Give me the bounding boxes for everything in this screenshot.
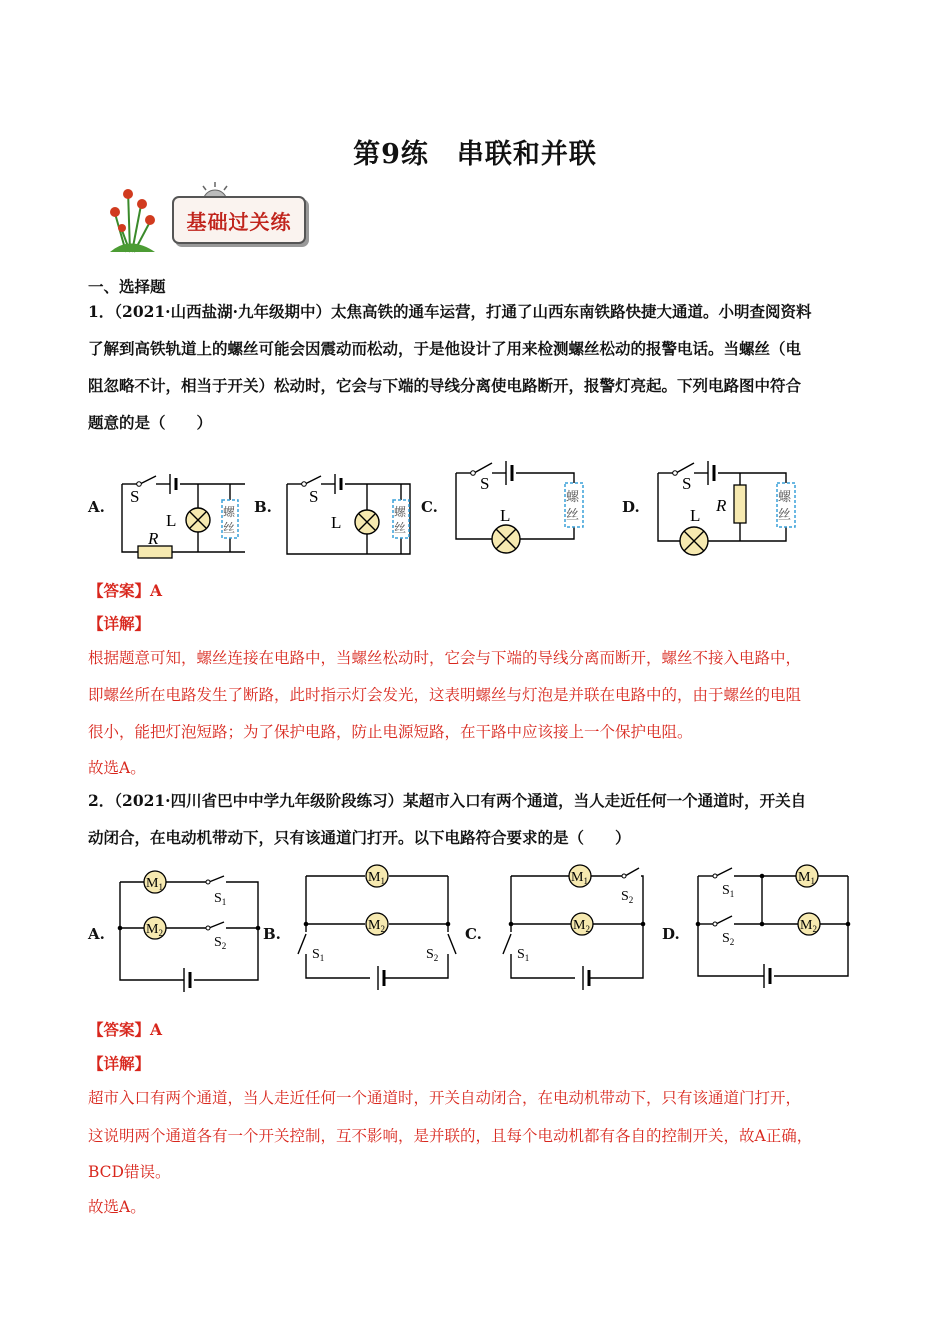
q2-explain-line: 这说明两个通道各有一个开关控制，互不影响，是并联的，且每个电动机都有各自的控制开关，故A正确， bbox=[88, 1127, 813, 1145]
switch-1-label: $S_1$ bbox=[214, 891, 227, 907]
lamp-label: L bbox=[166, 511, 177, 530]
lamp-label: L bbox=[690, 506, 701, 525]
screw-label: 丝 bbox=[394, 521, 407, 535]
switch-2-label: $S_2$ bbox=[722, 931, 735, 947]
q1-option-b[interactable]: B. bbox=[254, 498, 272, 516]
page-title: 第9练 串联和并联 bbox=[353, 139, 597, 170]
q1-circuit-b bbox=[275, 462, 420, 562]
q2-circuit-a bbox=[110, 862, 265, 997]
q2-option-d[interactable]: D. bbox=[662, 925, 680, 943]
motor-1-label: $M_1$ bbox=[798, 870, 815, 886]
q1-option-a[interactable]: A. bbox=[88, 498, 105, 516]
motor-2-label: $M_2$ bbox=[573, 918, 590, 934]
q2-answer: 【答案】A bbox=[88, 1020, 163, 1039]
switch-2-label: $S_2$ bbox=[426, 947, 439, 963]
switch-label: S bbox=[130, 487, 140, 506]
motor-2-label: $M_2$ bbox=[800, 918, 817, 934]
motor-1-label: $M_1$ bbox=[146, 876, 163, 892]
q2-text-line: 2．（2021·四川省巴中中学九年级阶段练习）某超市入口有两个通道，当人走近任何一个通道时，开关自 bbox=[88, 791, 807, 810]
motor-1-label: $M_1$ bbox=[571, 870, 588, 886]
switch-1-label: $S_1$ bbox=[312, 947, 325, 963]
motor-2-label: $M_2$ bbox=[368, 918, 385, 934]
switch-1-label: $S_1$ bbox=[517, 947, 530, 963]
switch-label: S bbox=[682, 474, 692, 493]
q1-text-line: 了解到高铁轨道上的螺丝可能会因震动而松动，于是他设计了用来检测螺丝松动的报警电话。当螺丝（电 bbox=[88, 339, 802, 358]
switch-2-label: $S_2$ bbox=[621, 889, 634, 905]
q1-option-d[interactable]: D. bbox=[622, 498, 640, 516]
banner-label-box bbox=[172, 196, 306, 244]
q2-circuit-b bbox=[290, 858, 465, 998]
section-banner bbox=[100, 180, 315, 255]
q2-explain-line: 故选A。 bbox=[88, 1198, 146, 1216]
q1-circuit-a bbox=[110, 462, 255, 562]
resistor-label: R bbox=[716, 496, 727, 515]
q1-explain-line: 根据题意可知，螺丝连接在电路中，当螺丝松动时，它会与下端的导线分离而断开，螺丝不接入电路中， bbox=[88, 649, 802, 667]
screw-label: 丝 bbox=[778, 507, 792, 522]
lamp-label: L bbox=[500, 506, 511, 525]
q2-detail-label: 【详解】 bbox=[88, 1054, 151, 1073]
switch-2-label: $S_2$ bbox=[214, 935, 227, 951]
screw-label: 螺 bbox=[223, 505, 236, 519]
flower-icon bbox=[100, 180, 180, 255]
q2-option-c[interactable]: C. bbox=[465, 925, 482, 943]
switch-1-label: $S_1$ bbox=[722, 883, 735, 899]
q1-explain-line: 即螺丝所在电路发生了断路，此时指示灯会发光，这表明螺丝与灯泡是并联在电路中的，由于螺丝的电阻 bbox=[88, 686, 802, 704]
q2-circuit-c bbox=[495, 858, 660, 998]
screw-label: 丝 bbox=[223, 521, 236, 535]
q2-option-a[interactable]: A. bbox=[88, 925, 105, 943]
lamp-label: L bbox=[331, 513, 342, 532]
q1-explain-line: 很小，能把灯泡短路；为了保护电路，防止电源短路，在干路中应该接上一个保护电阻。 bbox=[88, 723, 693, 741]
screw-label: 螺 bbox=[566, 489, 580, 504]
switch-label: S bbox=[309, 487, 319, 506]
q1-explain-line: 故选A。 bbox=[88, 759, 146, 777]
banner-label: 基础过关练 bbox=[186, 209, 292, 234]
screw-label: 螺 bbox=[778, 489, 792, 504]
q2-circuit-d bbox=[690, 858, 855, 998]
motor-1-label: $M_1$ bbox=[368, 870, 385, 886]
q2-option-b[interactable]: B. bbox=[263, 925, 281, 943]
q1-option-c[interactable]: C. bbox=[421, 498, 438, 516]
q2-text-line: 动闭合，在电动机带动下，只有该通道门打开。以下电路符合要求的是（ ） bbox=[88, 828, 631, 847]
q1-circuit-d bbox=[650, 455, 800, 565]
q2-explain-line: BCD错误。 bbox=[88, 1163, 171, 1181]
resistor-label: R bbox=[148, 529, 159, 548]
screw-label: 丝 bbox=[566, 507, 580, 522]
q1-text-line: 阻忽略不计，相当于开关）松动时，它会与下端的导线分离使电路断开，报警灯亮起。下列电路图中符合 bbox=[88, 376, 802, 395]
screw-label: 螺 bbox=[394, 505, 407, 519]
q1-text-line: 1．（2021·山西盐湖·九年级期中）太焦高铁的通车运营，打通了山西东南铁路快捷大通道。小明查阅资料 bbox=[88, 302, 812, 321]
q1-answer: 【答案】A bbox=[88, 581, 163, 600]
q1-text-line: 题意的是（ ） bbox=[88, 413, 213, 432]
q2-explain-line: 超市入口有两个通道，当人走近任何一个通道时，开关自动闭合，在电动机带动下，只有该通道门打开， bbox=[88, 1089, 802, 1107]
motor-2-label: $M_2$ bbox=[146, 922, 163, 938]
q1-circuit-c bbox=[448, 455, 598, 565]
q1-detail-label: 【详解】 bbox=[88, 614, 151, 633]
switch-label: S bbox=[480, 474, 490, 493]
section-heading: 一、选择题 bbox=[88, 277, 166, 296]
